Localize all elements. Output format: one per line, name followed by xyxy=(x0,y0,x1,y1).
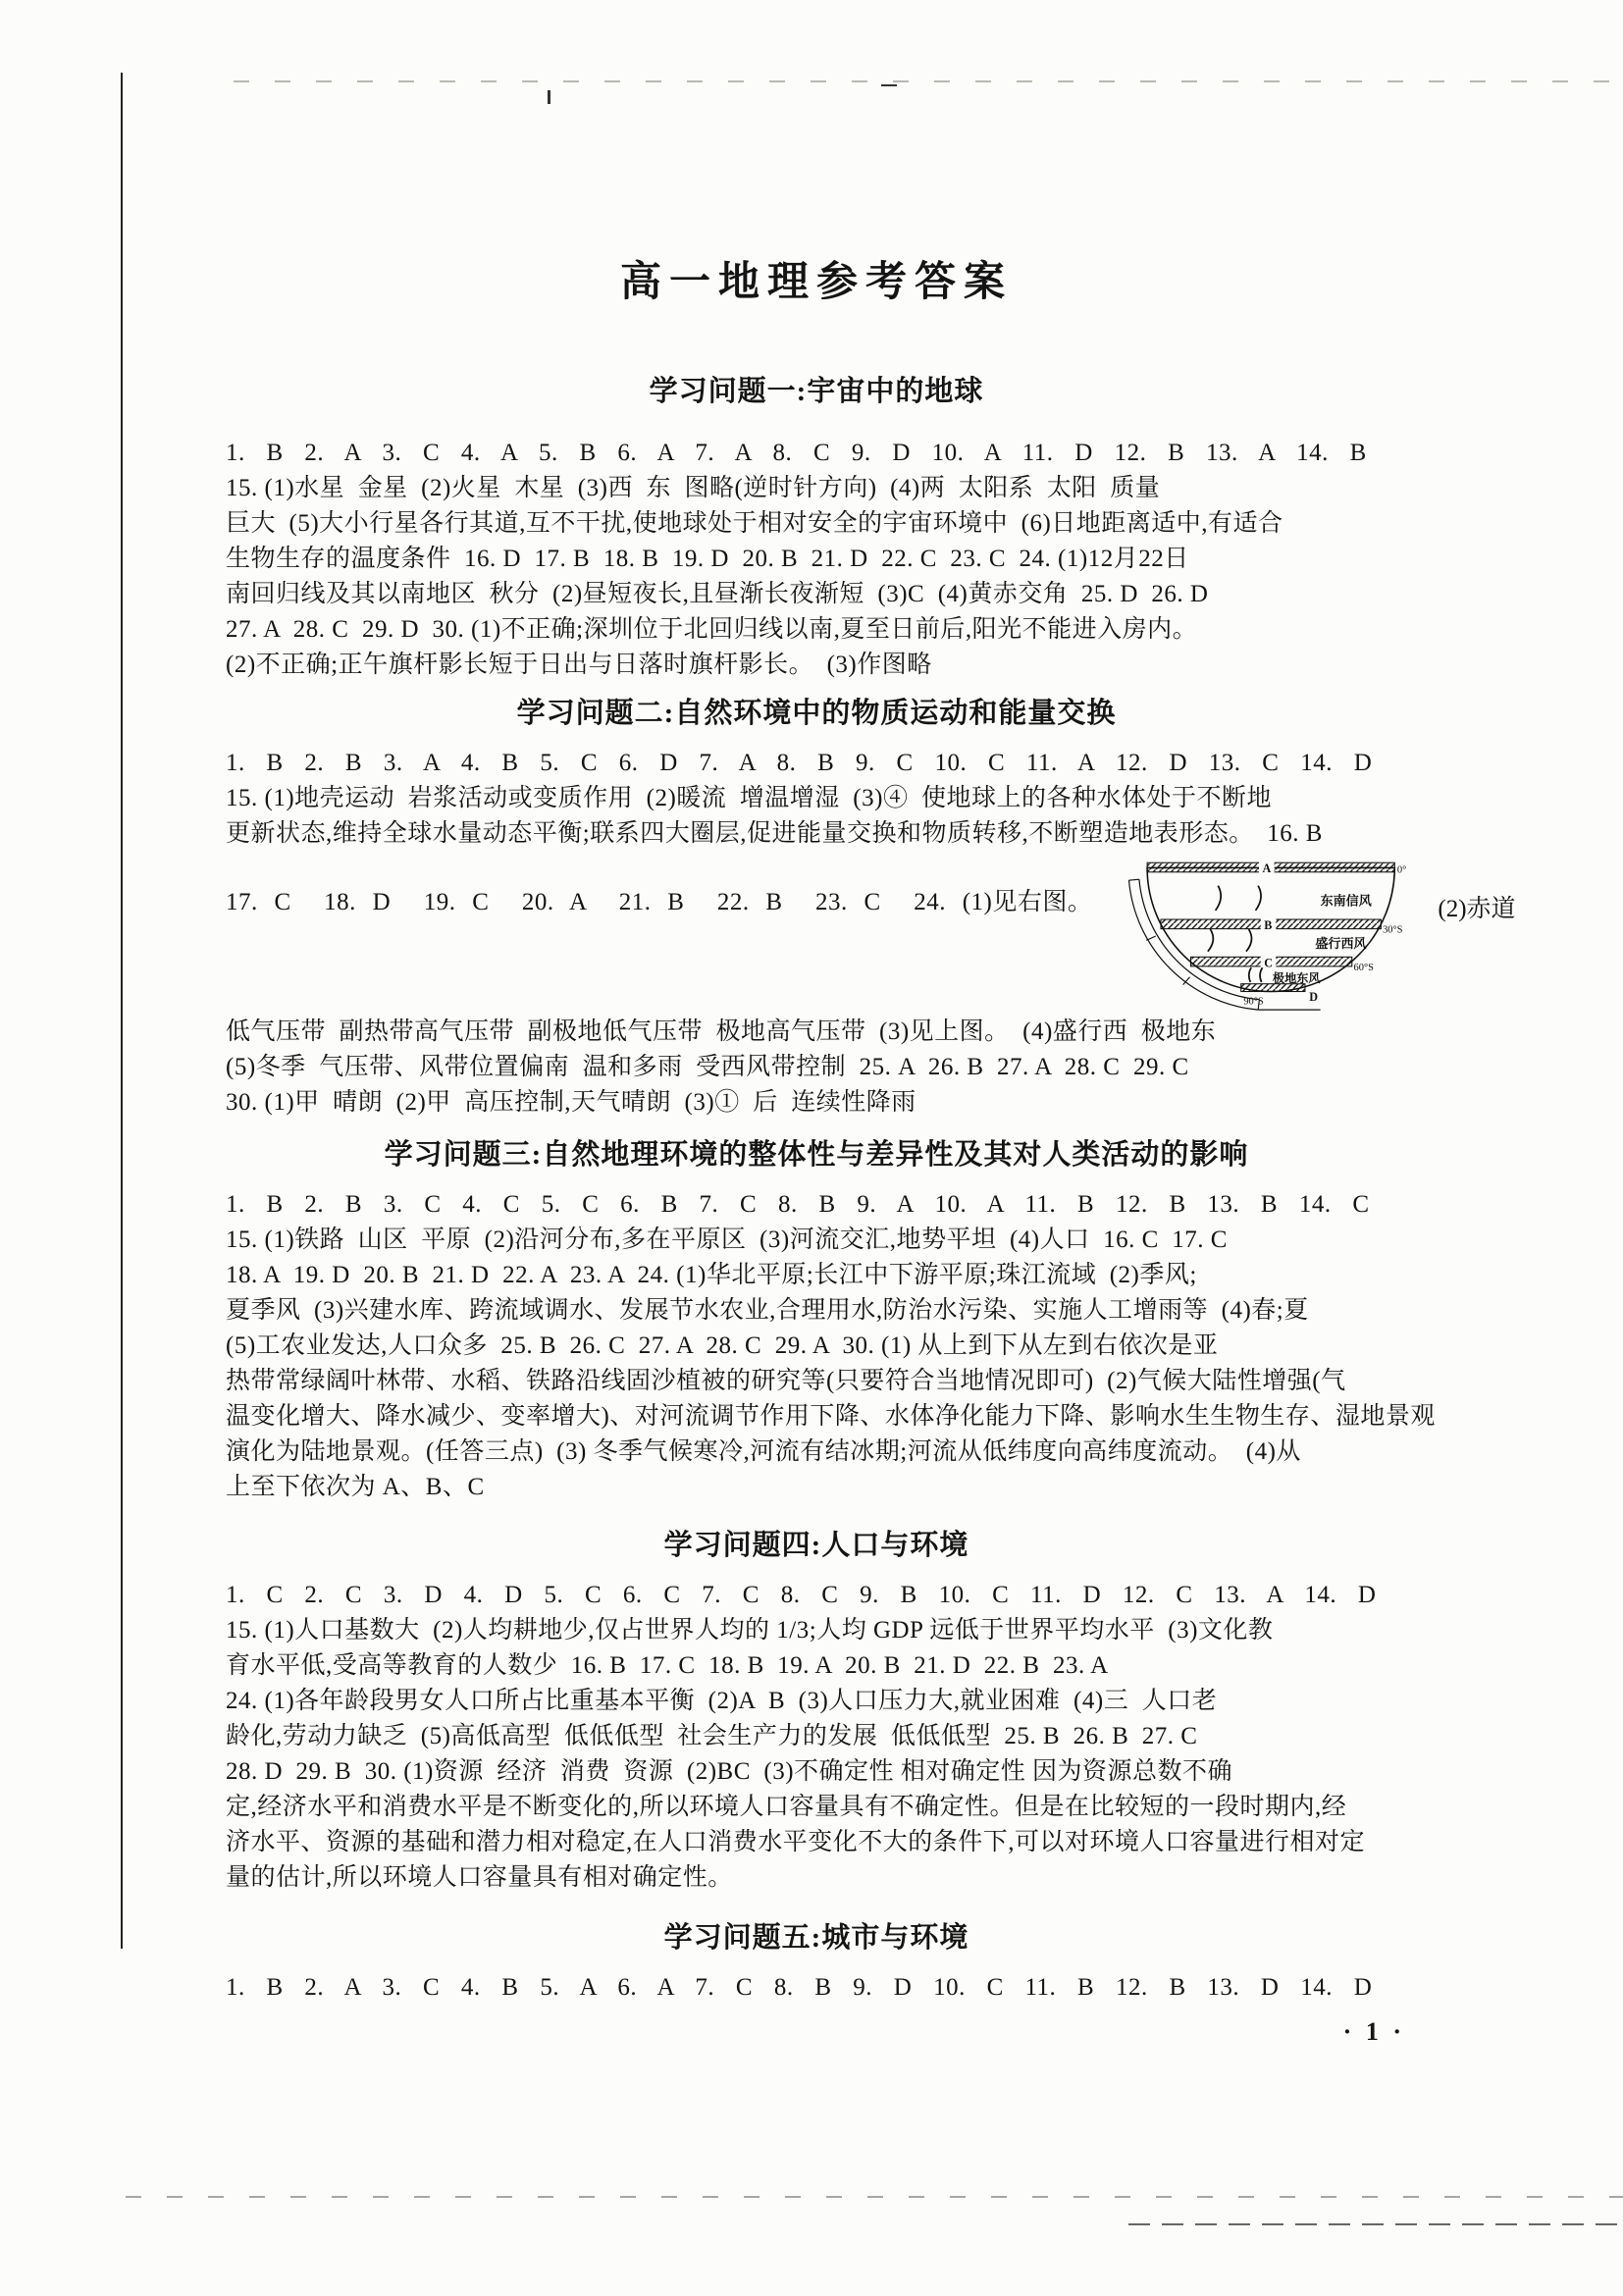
latitude-label-30s: 30°S xyxy=(1383,924,1403,936)
answer-line: 27. A 28. C 29. D 30. (1)不正确;深圳位于北回归线以南,夏至日前后,阳光不能进入房内。 xyxy=(226,616,1198,643)
answer-line: 1. B 2. A 3. C 4. A 5. B 6. A 7. A 8. C 9. D 10. A 11. D 12. B 13. A 14. B xyxy=(226,440,1367,466)
answer-line: 1. B 2. A 3. C 4. B 5. A 6. A 7. C 8. B 9. D 10. C 11. B 12. B 13. D 14. D xyxy=(226,1974,1373,2001)
answer-line: (2)不正确;正午旗杆影长短于日出与日落时旗杆影长。 (3)作图略 xyxy=(226,652,932,678)
answer-row-with-diagram xyxy=(226,858,1516,1015)
section-5-answers xyxy=(226,1970,1407,2006)
answer-line: 17. C 18. D 19. C 20. A 21. B 22. B 23. C 24. (1)见右图。 xyxy=(226,889,1093,915)
section-3-answers xyxy=(226,1187,1436,1505)
answer-line: 1. C 2. C 3. D 4. D 5. C 6. C 7. C 8. C 9. B 10. C 11. D 12. C 13. A 14. D xyxy=(226,1582,1377,1608)
answer-line: 15. (1)水星 金星 (2)火星 木星 (3)西 东 图略(逆时针方向) (4)两 太阳系 太阳 质量 xyxy=(226,475,1161,501)
answer-line: 量的估计,所以环境人口容量具有相对确定性。 xyxy=(226,1864,733,1891)
scan-bottom-corner-dashes xyxy=(1128,2223,1623,2225)
answer-line: 温变化增大、降水减少、变率增大)、对河流调节作用下降、水体净化能力下降、影响水生生物生存、湿地景观 xyxy=(226,1403,1436,1430)
section-heading-3: 学习问题三:自然地理环境的整体性与差异性及其对人类活动的影响 xyxy=(384,1139,1249,1171)
westerly-wind-arrow xyxy=(1208,929,1214,952)
answer-line: 育水平低,受高等教育的人数少 16. B 17. C 18. B 19. A 20. B 21. D 22. B 23. A xyxy=(226,1652,1109,1679)
section-heading-4: 学习问题四:人口与环境 xyxy=(663,1530,969,1561)
section-1-answers xyxy=(226,436,1407,683)
answer-line: 龄化,劳动力缺乏 (5)高低高型 低低低型 社会生产力的发展 低低低型 25. B 26. B 27. C xyxy=(226,1723,1198,1749)
section-4-answers xyxy=(226,1578,1407,1896)
section-heading-2: 学习问题二:自然环境中的物质运动和能量交换 xyxy=(516,698,1117,729)
section-2-answers xyxy=(226,746,1516,1121)
diagram-label-B: B xyxy=(1264,918,1273,933)
answer-line: 巨大 (5)大小行星各行其道,互不干扰,使地球处于相对安全的宇宙环境中 (6)日地距离适中,有适合 xyxy=(226,510,1283,537)
wind-label-polar-easterlies: 极地东风 xyxy=(1273,970,1321,985)
page-number: · 1 · xyxy=(1342,2017,1405,2046)
answer-line: 1. B 2. B 3. A 4. B 5. C 6. D 7. A 8. B 9. C 10. C 11. A 12. D 13. C 14. D xyxy=(226,750,1373,776)
answer-line: (5)冬季 气压带、风带位置偏南 温和多雨 受西风带控制 25. A 26. B 27. A 28. C 29. C xyxy=(226,1054,1189,1080)
answer-line: 夏季风 (3)兴建水库、跨流域调水、发展节水农业,合理用水,防治水污染、实施人工增雨等 (4)春;夏 xyxy=(226,1297,1309,1324)
wind-label-southeast-trades: 东南信风 xyxy=(1320,893,1373,909)
answer-line: 15. (1)铁路 山区 平原 (2)沿河分布,多在平原区 (3)河流交汇,地势平坦 (4)人口 16. C 17. C xyxy=(226,1226,1228,1253)
answer-line: 生物生存的温度条件 16. D 17. B 18. B 19. D 20. B 21. D 22. C 23. C 24. (1)12月22日 xyxy=(226,546,1189,572)
answer-line: 30. (1)甲 晴朗 (2)甲 高压控制,天气晴朗 (3)① 后 连续性降雨 xyxy=(226,1089,916,1116)
answer-line: 28. D 29. B 30. (1)资源 经济 消费 资源 (2)BC (3)不确定性 相对确定性 因为资源总数不确 xyxy=(226,1758,1233,1785)
scan-bottom-edge-dashes xyxy=(126,2196,1623,2198)
answer-line: 定,经济水平和消费水平是不断变化的,所以环境人口容量具有不确定性。但是在比较短的一段时期内,经 xyxy=(226,1794,1347,1820)
latitude-label-90s: 90°S xyxy=(1243,996,1265,1008)
diagram-side-answer: (2)赤道 xyxy=(1438,896,1516,922)
trade-wind-arrow xyxy=(1216,886,1222,911)
answer-line: 上至下依次为 A、B、C xyxy=(226,1474,485,1500)
outer-arc-outer xyxy=(1129,880,1259,1010)
answer-line: 15. (1)人口基数大 (2)人均耕地少,仅占世界人均的 1/3;人均 GDP 远低于世界平均水平 (3)文化教 xyxy=(226,1617,1274,1644)
answer-line: 18. A 19. D 20. B 21. D 22. A 23. A 24. (1)华北平原;长江中下游平原;珠江流域 (2)季风; xyxy=(226,1262,1197,1288)
westerly-wind-arrow xyxy=(1246,929,1252,952)
answer-line: (5)工农业发达,人口众多 25. B 26. C 27. A 28. C 29. A 30. (1) 从上到下从左到右依次是亚 xyxy=(226,1332,1219,1359)
answer-line: 低气压带 副热带高气压带 副极地低气压带 极地高气压带 (3)见上图。 (4)盛行西 极地东 xyxy=(226,1018,1217,1045)
answer-line: 24. (1)各年龄段男女人口所占比重基本平衡 (2)A B (3)人口压力大,就业困难 (4)三 人口老 xyxy=(226,1688,1218,1714)
section-heading-5: 学习问题五:城市与环境 xyxy=(663,1922,969,1954)
answer-line: 15. (1)地壳运动 岩浆活动或变质作用 (2)暖流 增温增湿 (3)④ 使地球上的各种水体处于不断地 xyxy=(226,785,1272,811)
answer-line: 南回归线及其以南地区 秋分 (2)昼短夜长,且昼渐长夜渐短 (3)C (4)黄赤交角 25. D 26. D xyxy=(226,581,1209,607)
polar-easterly-arrow xyxy=(1249,967,1251,982)
latitude-label-0: 0° xyxy=(1397,864,1407,876)
answer-line: 更新状态,维持全球水量动态平衡;联系四大圈层,促进能量交换和物质转移,不断塑造地表形态。 16. B xyxy=(226,820,1323,847)
wind-label-westerlies: 盛行西风 xyxy=(1315,936,1367,952)
diagram-label-C: C xyxy=(1264,956,1274,970)
answer-line: 1. B 2. B 3. C 4. C 5. C 6. B 7. C 8. B 9. A 10. A 11. B 12. B 13. B 14. C xyxy=(226,1191,1370,1218)
page-title: 高一地理参考答案 xyxy=(619,260,1013,305)
answer-line: 演化为陆地景观。(任答三点) (3) 冬季气候寒冷,河流有结冰期;河流从低纬度向高纬度流动。 (4)从 xyxy=(226,1438,1301,1465)
section-heading-1: 学习问题一:宇宙中的地球 xyxy=(649,376,984,407)
diagram-label-D: D xyxy=(1309,990,1319,1005)
scan-fold-line xyxy=(121,73,123,1949)
answer-line: 热带常绿阔叶林带、水稻、铁路沿线固沙植被的研究等(只要符合当地情况即可) (2)气候大陆性增强(气 xyxy=(226,1368,1346,1394)
latitude-label-60s: 60°S xyxy=(1353,962,1375,973)
southern-hemisphere-wind-belt-diagram xyxy=(1126,858,1412,1015)
page-content xyxy=(226,0,1516,2047)
outer-arc-inner xyxy=(1139,879,1260,1000)
trade-wind-arrow xyxy=(1256,886,1262,911)
polar-easterly-arrow xyxy=(1260,967,1262,982)
diagram-label-A: A xyxy=(1262,861,1272,875)
answer-line: 济水平、资源的基础和潜力相对稳定,在人口消费水平变化不大的条件下,可以对环境人口容量进行相对定 xyxy=(226,1829,1366,1855)
